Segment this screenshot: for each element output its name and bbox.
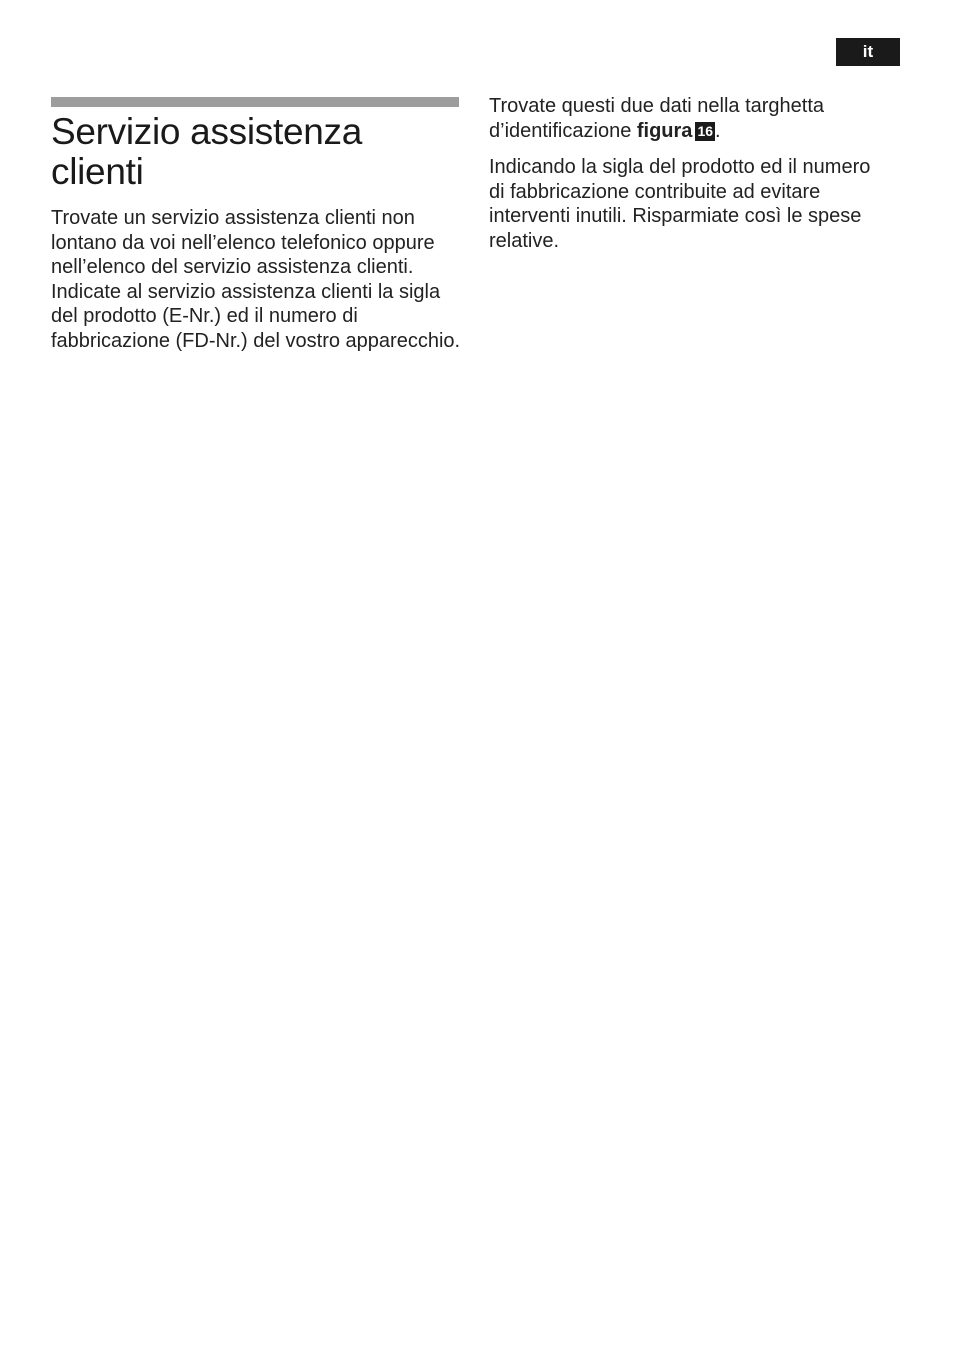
left-column [51,206,461,353]
right-paragraph-1-end: . [715,119,721,142]
section-title-line2: clienti [51,151,144,192]
figure-reference: figura [636,119,693,142]
section-title-line1: Servizio assistenza [51,111,362,152]
right-paragraph-2: Indicando la sigla del prodotto ed il numero di fabbricazione contribuite ad evitare interventi inutili. Risparmiate così le spese relative. [489,156,871,252]
figure-number-badge: 16 [697,122,714,139]
right-column [489,94,889,253]
language-badge: it [836,38,900,66]
right-paragraph-1-text: Trovate questi due dati nella targhetta d’identificazione [489,95,825,142]
section-divider [51,97,459,107]
section-title [51,112,461,192]
right-paragraph-1 [489,94,889,143]
left-paragraph: Trovate un servizio assistenza clienti non lontano da voi nell’elenco telefonico oppure nell’elenco del servizio assistenza clienti. Indicate al servizio assistenza clienti la sigla del prodotto (E-Nr.) ed il numero di fabbricazione (FD-Nr.) del vostro apparecchio. [51,207,461,352]
